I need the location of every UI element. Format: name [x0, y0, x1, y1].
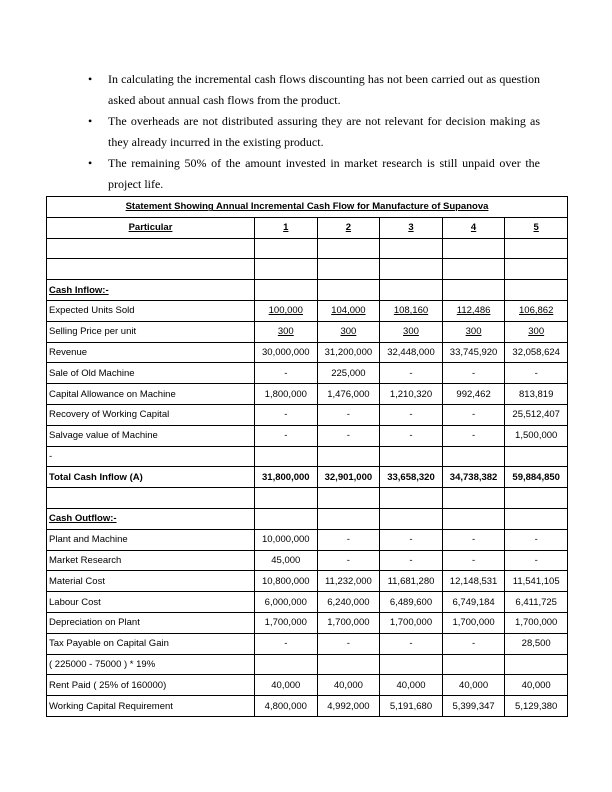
row-label: Selling Price per unit [47, 321, 255, 342]
table-row [47, 321, 568, 342]
row-label: Labour Cost [47, 592, 255, 613]
bullet-icon: • [88, 72, 93, 86]
cell-year-4: - [442, 550, 505, 571]
table-row [47, 488, 568, 509]
cell-year-5 [505, 238, 568, 259]
header-particular: Particular [47, 217, 255, 238]
table-row [47, 300, 568, 321]
cell-year-4: - [442, 404, 505, 425]
cell-year-5: - [505, 529, 568, 550]
cell-year-2 [317, 654, 380, 675]
row-label: Working Capital Requirement [47, 696, 255, 717]
cell-year-2 [317, 238, 380, 259]
table-row [47, 675, 568, 696]
row-label: Cash Inflow:- [47, 280, 255, 301]
cell-year-5: 6,411,725 [505, 592, 568, 613]
cell-year-5: 25,512,407 [505, 404, 568, 425]
cell-year-4 [442, 446, 505, 467]
cell-value: 108,160 [393, 305, 429, 317]
row-label: Tax Payable on Capital Gain [47, 633, 255, 654]
row-label: ( 225000 - 75000 ) * 19% [47, 654, 255, 675]
cell-year-2 [317, 508, 380, 529]
cell-year-2: - [317, 550, 380, 571]
cell-year-4: 40,000 [442, 675, 505, 696]
table-title-row [47, 197, 568, 218]
notes-list [88, 69, 540, 195]
cell-year-5: - [505, 363, 568, 384]
cell-year-4 [442, 300, 505, 321]
cell-year-2 [317, 300, 380, 321]
cell-year-2 [317, 280, 380, 301]
cell-year-1 [255, 488, 318, 509]
cell-year-1: - [255, 633, 318, 654]
cell-year-4: 12,148,531 [442, 571, 505, 592]
cell-year-4: 33,745,920 [442, 342, 505, 363]
cell-value: 106,862 [519, 305, 554, 317]
cell-value: 112,486 [456, 305, 491, 317]
cell-year-4: - [442, 425, 505, 446]
table-title: Statement Showing Annual Incremental Cash Flow for Manufacture of Supanova [47, 197, 568, 218]
cell-year-1 [255, 446, 318, 467]
cell-year-3: 32,448,000 [380, 342, 443, 363]
cell-year-2: 1,700,000 [317, 612, 380, 633]
cell-year-1 [255, 238, 318, 259]
header-year-4: 4 [442, 217, 505, 238]
cell-year-2 [317, 321, 380, 342]
row-label: Material Cost [47, 571, 255, 592]
cell-year-3: - [380, 363, 443, 384]
cell-year-3 [380, 300, 443, 321]
cell-year-1: 10,000,000 [255, 529, 318, 550]
cell-year-2: - [317, 633, 380, 654]
note-text: The overheads are not distributed assuring they are not relevant for decision making as they already incurred in the existing product. [108, 114, 540, 149]
cell-year-4 [442, 259, 505, 280]
cell-year-3: - [380, 529, 443, 550]
cell-year-2: - [317, 425, 380, 446]
cell-year-5 [505, 259, 568, 280]
cell-year-1: 10,800,000 [255, 571, 318, 592]
table-header-row [47, 217, 568, 238]
table-row [47, 280, 568, 301]
cell-year-3: 11,681,280 [380, 571, 443, 592]
header-year-3: 3 [380, 217, 443, 238]
cell-year-4 [442, 238, 505, 259]
cell-year-3 [380, 446, 443, 467]
cell-year-1: 6,000,000 [255, 592, 318, 613]
cell-year-5: 40,000 [505, 675, 568, 696]
row-label: Rent Paid ( 25% of 160000) [47, 675, 255, 696]
cell-value: 300 [340, 326, 357, 338]
cell-year-2: 4,992,000 [317, 696, 380, 717]
cell-year-5 [505, 321, 568, 342]
cell-year-1 [255, 259, 318, 280]
row-label: Recovery of Working Capital [47, 404, 255, 425]
cell-year-3: - [380, 425, 443, 446]
cell-year-5: 813,819 [505, 384, 568, 405]
cell-year-1: 40,000 [255, 675, 318, 696]
cell-year-3 [380, 654, 443, 675]
cell-year-3 [380, 259, 443, 280]
note-text: The remaining 50% of the amount invested in market research is still unpaid over the project life. [108, 156, 540, 191]
cell-year-2: 11,232,000 [317, 571, 380, 592]
cell-year-1: 30,000,000 [255, 342, 318, 363]
cell-year-3: 5,191,680 [380, 696, 443, 717]
table-row [47, 571, 568, 592]
cell-year-4: 34,738,382 [442, 467, 505, 488]
table-row [47, 342, 568, 363]
cell-year-4: 992,462 [442, 384, 505, 405]
cell-year-1 [255, 300, 318, 321]
cell-year-5 [505, 508, 568, 529]
row-label: - [47, 446, 255, 467]
cell-year-3: 33,658,320 [380, 467, 443, 488]
cell-year-1 [255, 321, 318, 342]
cell-year-3 [380, 280, 443, 301]
cell-year-1: - [255, 404, 318, 425]
table-row [47, 259, 568, 280]
cell-year-3: - [380, 550, 443, 571]
row-label: Expected Units Sold [47, 300, 255, 321]
row-label: Salvage value of Machine [47, 425, 255, 446]
cell-year-5: 1,500,000 [505, 425, 568, 446]
cell-year-2 [317, 446, 380, 467]
cell-year-3: 1,700,000 [380, 612, 443, 633]
cell-year-4 [442, 488, 505, 509]
cell-year-1: 45,000 [255, 550, 318, 571]
row-label: Depreciation on Plant [47, 612, 255, 633]
note-item [88, 153, 540, 195]
cell-year-3 [380, 488, 443, 509]
note-text: In calculating the incremental cash flows discounting has not been carried out as question asked about annual cash flows from the product. [108, 72, 540, 107]
cell-year-2 [317, 259, 380, 280]
cell-year-5: 59,884,850 [505, 467, 568, 488]
cell-value: 300 [277, 326, 294, 338]
header-year-2: 2 [317, 217, 380, 238]
row-label [47, 488, 255, 509]
cell-year-3: 1,210,320 [380, 384, 443, 405]
cell-year-4 [442, 280, 505, 301]
table-row [47, 425, 568, 446]
cell-year-3 [380, 321, 443, 342]
cell-year-2: 31,200,000 [317, 342, 380, 363]
cell-year-2: 32,901,000 [317, 467, 380, 488]
cell-year-4: 6,749,184 [442, 592, 505, 613]
cell-value: 300 [528, 326, 545, 338]
note-item [88, 111, 540, 153]
cell-year-4 [442, 508, 505, 529]
cell-year-3: - [380, 633, 443, 654]
note-item [88, 69, 540, 111]
header-year-1: 1 [255, 217, 318, 238]
table-row [47, 446, 568, 467]
cell-year-5: 5,129,380 [505, 696, 568, 717]
cell-year-2: 40,000 [317, 675, 380, 696]
cell-year-3: 40,000 [380, 675, 443, 696]
table-row [47, 508, 568, 529]
table-row [47, 529, 568, 550]
cell-year-5: - [505, 550, 568, 571]
cell-year-1: 4,800,000 [255, 696, 318, 717]
cell-value: 104,000 [331, 305, 366, 317]
cell-year-2: - [317, 529, 380, 550]
cell-year-5 [505, 488, 568, 509]
cell-year-5 [505, 446, 568, 467]
cell-year-1: 1,800,000 [255, 384, 318, 405]
table-row [47, 633, 568, 654]
cell-value: 300 [403, 326, 419, 338]
cell-year-4: - [442, 633, 505, 654]
table-row [47, 592, 568, 613]
cell-year-4: - [442, 529, 505, 550]
cash-flow-table [46, 196, 568, 717]
table-row [47, 384, 568, 405]
cell-year-1 [255, 508, 318, 529]
row-label: Cash Outflow:- [47, 508, 255, 529]
cell-year-2: - [317, 404, 380, 425]
row-label: Market Research [47, 550, 255, 571]
row-label [47, 259, 255, 280]
row-label: Plant and Machine [47, 529, 255, 550]
cell-year-1 [255, 280, 318, 301]
cell-value: 100,000 [268, 305, 303, 317]
table-row [47, 238, 568, 259]
cell-year-5: 28,500 [505, 633, 568, 654]
cell-year-4 [442, 321, 505, 342]
cell-year-5: 11,541,105 [505, 571, 568, 592]
table-row [47, 363, 568, 384]
cell-value: 300 [465, 326, 482, 338]
table-row [47, 550, 568, 571]
row-label: Total Cash Inflow (A) [47, 467, 255, 488]
cell-year-3 [380, 238, 443, 259]
cell-year-1: - [255, 425, 318, 446]
row-label: Sale of Old Machine [47, 363, 255, 384]
bullet-icon: • [88, 156, 93, 170]
cell-year-3 [380, 508, 443, 529]
cell-year-5: 1,700,000 [505, 612, 568, 633]
row-label: Capital Allowance on Machine [47, 384, 255, 405]
cell-year-1: 31,800,000 [255, 467, 318, 488]
cell-year-2: 6,240,000 [317, 592, 380, 613]
table-row [47, 612, 568, 633]
cell-year-4: 1,700,000 [442, 612, 505, 633]
cell-year-4: - [442, 363, 505, 384]
bullet-icon: • [88, 114, 93, 128]
cell-year-4: 5,399,347 [442, 696, 505, 717]
cell-year-3: - [380, 404, 443, 425]
cell-year-1: - [255, 363, 318, 384]
row-label [47, 238, 255, 259]
cell-year-5 [505, 654, 568, 675]
cell-year-5 [505, 300, 568, 321]
cell-year-4 [442, 654, 505, 675]
cell-year-1: 1,700,000 [255, 612, 318, 633]
header-year-5: 5 [505, 217, 568, 238]
table-row [47, 654, 568, 675]
row-label: Revenue [47, 342, 255, 363]
cell-year-1 [255, 654, 318, 675]
cell-year-5 [505, 280, 568, 301]
table-row [47, 404, 568, 425]
table-row [47, 696, 568, 717]
cell-year-2: 225,000 [317, 363, 380, 384]
cell-year-3: 6,489,600 [380, 592, 443, 613]
cell-year-2: 1,476,000 [317, 384, 380, 405]
cell-year-2 [317, 488, 380, 509]
cell-year-5: 32,058,624 [505, 342, 568, 363]
table-row [47, 467, 568, 488]
